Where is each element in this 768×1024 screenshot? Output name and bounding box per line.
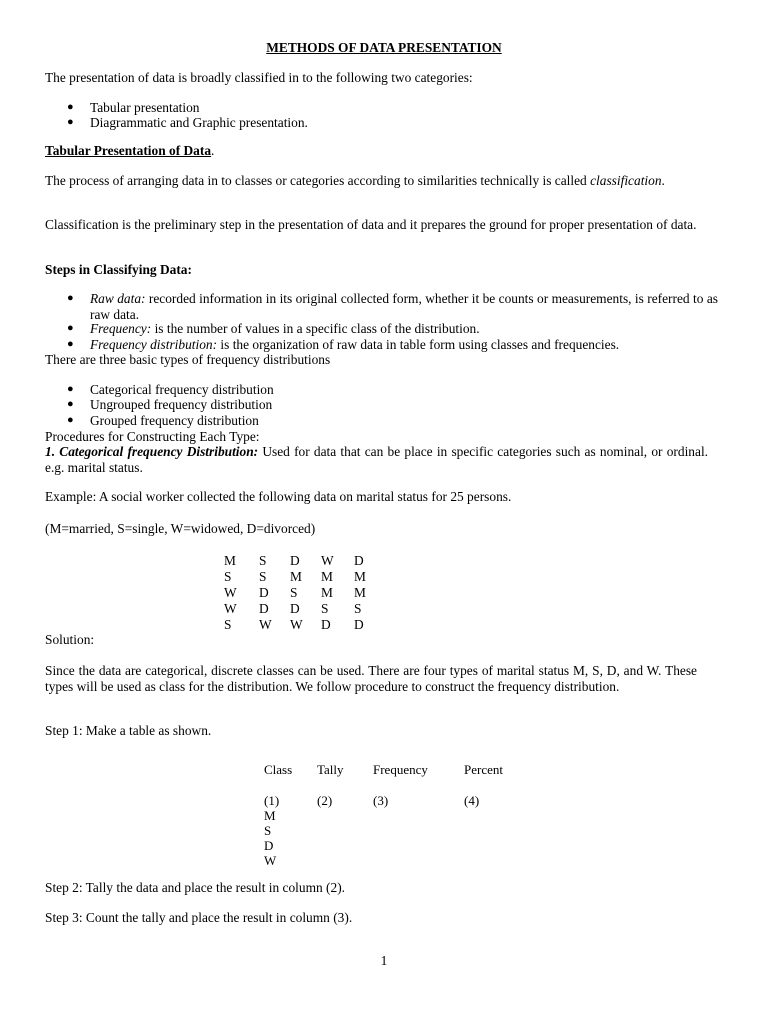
list-item-text: Grouped frequency distribution (90, 413, 259, 428)
bullet-icon: ● (67, 338, 74, 350)
grid-cell: W (224, 601, 237, 616)
table-cell: D (264, 838, 274, 853)
grid-cell: S (259, 553, 267, 568)
table-cell: (4) (464, 793, 480, 808)
heading-text: Tabular Presentation of Data (45, 143, 212, 158)
procedures-line: Procedures for Constructing Each Type: (45, 429, 260, 444)
table-header: Frequency (373, 762, 428, 777)
grid-cell: W (321, 553, 334, 568)
table-header: Class (264, 762, 293, 777)
grid-cell: W (259, 617, 272, 632)
list-item (67, 397, 720, 413)
example-line: Example: A social worker collected the following data on marital status for 25 persons. (45, 489, 512, 504)
classification-paragraph (45, 173, 718, 189)
grid-cell: S (259, 569, 267, 584)
bullet-icon: ● (67, 292, 74, 304)
categorical-label: 1. Categorical frequency Distribution: (45, 444, 259, 459)
steps-heading: Steps in Classifying Data: (45, 262, 192, 277)
grid-cell: D (290, 553, 300, 568)
grid-cell: M (354, 569, 366, 584)
table-header: Percent (464, 762, 503, 777)
table-cell: (1) (264, 793, 280, 808)
bullet-icon: ● (67, 383, 74, 395)
grid-cell: D (354, 617, 364, 632)
page-title: METHODS OF DATA PRESENTATION (266, 40, 502, 55)
solution-label: Solution: (45, 632, 95, 647)
preliminary-paragraph: Classification is the preliminary step in the presentation of data and it prepares the ground for proper presentation of data. (45, 217, 697, 232)
grid-cell: S (354, 601, 362, 616)
types-intro: There are three basic types of frequency distributions (45, 352, 331, 367)
grid-cell: M (354, 585, 366, 600)
table-cell: M (264, 808, 276, 823)
italic-term: classification (590, 173, 662, 188)
grid-cell: D (321, 617, 331, 632)
list-item (67, 291, 719, 322)
section-heading-tabular (45, 143, 718, 159)
step-text: is the number of values in a specific class of the distribution. (151, 321, 480, 336)
grid-cell: M (321, 569, 333, 584)
list-item-text: Diagrammatic and Graphic presentation. (90, 115, 308, 130)
step-term: Frequency distribution: (90, 337, 218, 352)
grid-cell: S (224, 617, 232, 632)
grid-cell: M (224, 553, 236, 568)
categorical-text: Used for data that can be place in specific categories such as nominal, or ordinal. e.g. marital status. (45, 444, 709, 475)
step2-line: Step 2: Tally the data and place the result in column (2). (45, 880, 346, 895)
table-header: Tally (317, 762, 344, 777)
grid-cell: D (354, 553, 364, 568)
list-item (67, 413, 720, 429)
grid-cell: S (321, 601, 329, 616)
categorical-paragraph (45, 444, 708, 475)
step-term: Raw data: (90, 291, 146, 306)
step-text: is the organization of raw data in table form using classes and frequencies. (217, 337, 620, 352)
step-text: recorded information in its original collected form, whether it be counts or measurements, is referred to as raw data. (90, 291, 719, 322)
list-item (67, 100, 720, 116)
list-item-text: Ungrouped frequency distribution (90, 397, 273, 412)
grid-cell: D (290, 601, 300, 616)
list-item (67, 115, 720, 131)
bullet-icon: ● (67, 414, 74, 426)
bullet-icon: ● (67, 398, 74, 410)
list-item-text: Categorical frequency distribution (90, 382, 274, 397)
frequency-table (264, 762, 534, 872)
legend-line: (M=married, S=single, W=widowed, D=divorced) (45, 521, 316, 536)
step3-line: Step 3: Count the tally and place the result in column (3). (45, 910, 353, 925)
grid-cell: W (224, 585, 237, 600)
bullet-icon: ● (67, 116, 74, 128)
list-item (67, 337, 720, 353)
intro-paragraph: The presentation of data is broadly classified in to the following two categories: (45, 70, 473, 85)
bullet-icon: ● (67, 101, 74, 113)
solution-paragraph: Since the data are categorical, discrete classes can be used. There are four types of marital status M, S, D, and W. These types will be used as class for the distribution. We follow procedure to construct the frequency distribution. (45, 663, 697, 694)
grid-cell: W (290, 617, 303, 632)
table-cell: W (264, 853, 277, 868)
grid-cell: D (259, 601, 269, 616)
list-item (67, 321, 720, 337)
grid-cell: S (224, 569, 232, 584)
paragraph-end: . (661, 173, 665, 188)
table-cell: S (264, 823, 272, 838)
step1-line: Step 1: Make a table as shown. (45, 723, 212, 738)
grid-cell: M (321, 585, 333, 600)
list-item-text: Tabular presentation (90, 100, 200, 115)
list-item (67, 382, 720, 398)
table-cell: (2) (317, 793, 333, 808)
page-number: 1 (380, 953, 388, 968)
grid-cell: S (290, 585, 298, 600)
step-term: Frequency: (90, 321, 152, 336)
heading-suffix: . (211, 143, 215, 158)
grid-cell: M (290, 569, 302, 584)
grid-cell: D (259, 585, 269, 600)
table-cell: (3) (373, 793, 389, 808)
marital-status-grid (224, 553, 384, 633)
paragraph-text: The process of arranging data in to classes or categories according to similarities technically is called (45, 173, 591, 188)
bullet-icon: ● (67, 322, 74, 334)
